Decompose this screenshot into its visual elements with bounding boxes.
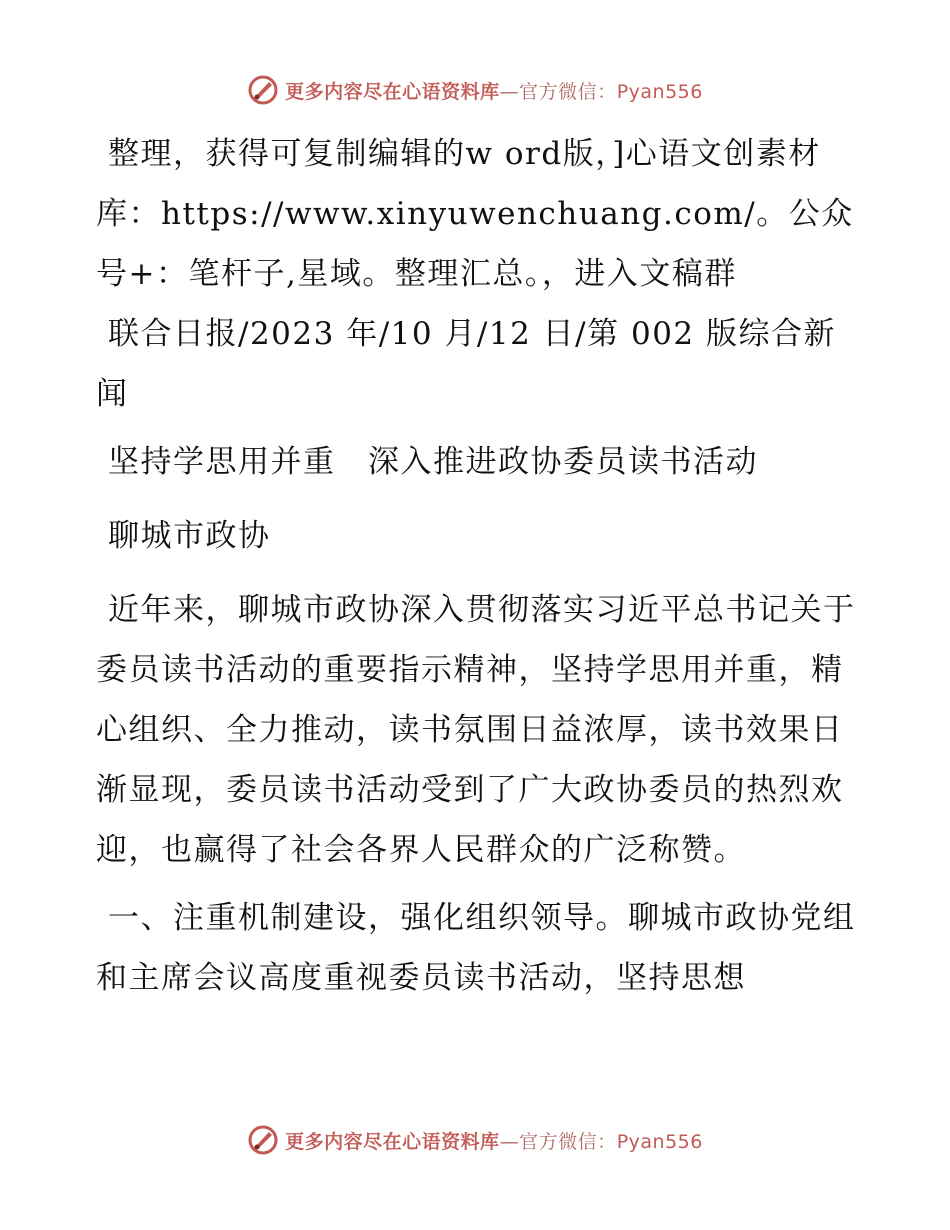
banner-wechat-id: Pyan556 xyxy=(616,1130,703,1153)
banner-dash: — xyxy=(499,1130,520,1153)
brush-circle-logo-icon xyxy=(247,1124,279,1156)
article-author: 聊城市政协 xyxy=(108,518,271,554)
banner-dash: — xyxy=(499,80,520,103)
body-paragraph-2: 一、注重机制建设，强化组织领导。聊城市政协党组和主席会议高度重视委员读书活动，坚持思想 xyxy=(96,900,856,996)
brush-circle-logo-icon xyxy=(247,74,279,106)
footer-watermark-banner xyxy=(0,1120,950,1160)
source-line: 联合日报/2023 年/10 月/12 日/第 002 版综合新闻 xyxy=(96,316,837,412)
intro-paragraph: 整理，获得可复制编辑的w ord版，]心语文创素材库：https://www.xinyuwenchuang.com/。公众号+：笔杆子,星域。整理汇总。，进入文稿群 xyxy=(96,136,854,292)
banner-official-text: 官方微信： xyxy=(519,1130,617,1153)
banner-lead-text: 更多内容尽在心语资料库 xyxy=(285,1130,500,1153)
banner-official-text: 官方微信： xyxy=(519,80,617,103)
body-paragraph-1: 近年来，聊城市政协深入贯彻落实习近平总书记关于委员读书活动的重要指示精神，坚持学思用并重，精心组织、全力推动，读书氛围日益浓厚，读书效果日渐显现，委员读书活动受到了广大政协委员的热烈欢迎，也赢得了社会各界人民群众的广泛称赞。 xyxy=(96,592,856,868)
header-watermark-banner xyxy=(0,70,950,110)
article-title: 坚持学思用并重 深入推进政协委员读书活动 xyxy=(108,444,758,480)
banner-lead-text: 更多内容尽在心语资料库 xyxy=(285,80,500,103)
document-body xyxy=(96,124,856,1016)
banner-wechat-id: Pyan556 xyxy=(616,80,703,103)
